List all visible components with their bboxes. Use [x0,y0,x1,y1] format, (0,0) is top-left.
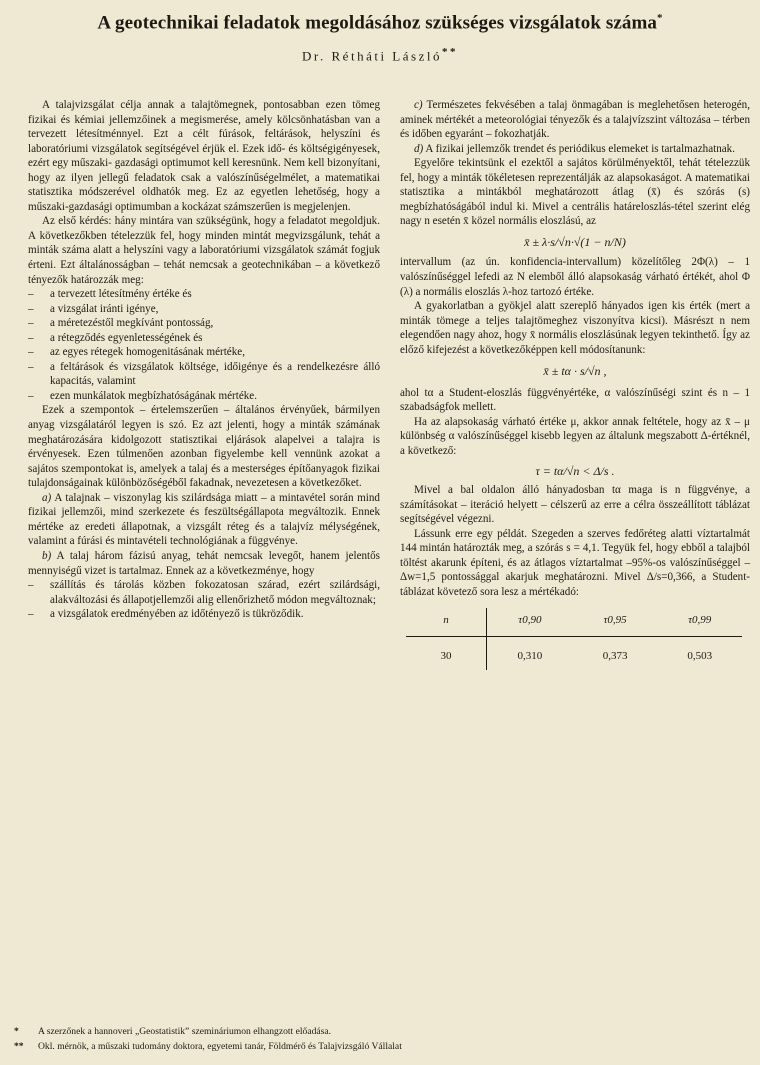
paragraph [28,549,380,578]
list-item: – az egyes rétegek homogenitásának mértéke, [28,345,380,360]
paragraph: A gyakorlatban a gyökjel alatt szereplő hányados igen kis érték (mert a minták tömege a teljes talajtömeghez viszonyítva kicsi). Másrészt n nem elegendően nagy ahoz, hogy x̄ normális eloszlásúnak legyen tekinthető. Így az előző kifejezést a következőképpen kell módosítanunk: [400,300,750,356]
paragraph: Ezek a szempontok – értelemszerűen – általános érvényűek, bármilyen anyag vizsgálatáról legyen is szó. Ez azt jelenti, hogy a minták számának meghatározására kidolgozott statisztikai eljárások alapelvei a talajra is érvényesek. Ezen túlmenően azonban figyelembe kell vennünk azokat a sajátos szempontokat is, amelyek a talaj és a mesterséges építőanyagok fizikai tulajdonságainak különbözőségéből fakadnak, nevezetesen a következőket. [28,404,380,490]
factor-list [28,287,380,403]
footnote-text: A szerzőnek a hannoveri „Geostatistik” szemináriumon elhangzott előadása. [38,1026,332,1037]
footnote [14,1040,754,1055]
table-header: τ0,95 [573,608,658,637]
footnotes [14,1025,754,1054]
list-item: – a rétegződés egyenletességének és [28,331,380,346]
title-text: A geotechnikai feladatok megoldásához szükséges vizsgálatok száma [97,12,657,34]
title-footnote-mark: * [657,12,663,24]
paragraph: Ha az alapsokaság várható értéke μ, akkor annak feltétele, hogy az x̄ – μ különbség α valószínűséggel kisebb legyen az általunk megszabott Δ-értéknél, a következő: [400,415,750,458]
list-item: – a méretezéstől megkívánt pontosság, [28,316,380,331]
table-header: τ0,90 [487,608,573,637]
right-column [400,98,750,670]
list-item: – a tervezett létesítmény értéke és [28,287,380,302]
item-text: Természetes fekvésében a talaj önmagában is meglehetősen heterogén, aminek mértékét a meteorológiai tényezők és a talajvízszint változása – térben és időben egyaránt – fokozhatják. [400,99,750,141]
table-row [406,637,742,670]
list-item: – a vizsgálat iránti igénye, [28,302,380,317]
table-header: n [406,608,487,637]
paragraph: Egyelőre tekintsünk el ezektől a sajátos körülményektől, tehát tételezzük fel, hogy a minták tökéletesen reprezentálják az alapsokaságot. A matematikai statisztika a mintákból meghatározott átlag (x̄) és szórás (s) megbízhatóságából indul ki. Mivel a centrális határeloszlás-tétel szerint elég nagy n esetén x̄ közel normális eloszlású, az [400,157,750,228]
item-text: A talaj három fázisú anyag, tehát nemcsak levegőt, hanem jelentős mennyiségű vizet is tartalmaz. Ennek az a következménye, hogy [28,549,380,577]
formula-student: x̄ ± tα · s/√n , [543,364,607,379]
table-cell: 0,373 [602,650,628,663]
author-name: Dr. Rétháti László [302,48,442,64]
table-cell: 0,310 [517,650,543,663]
list-item: – a vizsgálatok eredményében az időtényező is tükröződik. [28,607,380,622]
paragraph [28,491,380,549]
list-item: – szállítás és tárolás közben fokozatosan szárad, ezért szilárdsági, alakváltozási és állapotjellemzői alig ellenőrizhető módon megváltoznak; [28,578,380,607]
list-item: – a feltárások és vizsgálatok költsége, időigénye és a rendelkezésre álló kapacitás, valamint [28,360,380,389]
paragraph: Az első kérdés: hány mintára van szükségünk, hogy a feladatot megoldjuk. A következőkben tételezzük fel, hogy minden mintát megvizsgálunk, tehát a minták száma alatt a helyszíni vagy a laboratóriumi vizsgálatok számát fogjuk érteni. Ezt általánosságban – tehát nemcsak a geotechnikában – a következő tényezők határozzák meg: [28,215,380,286]
table-cell: 30 [406,637,487,670]
footnote-mark: * [14,1026,19,1037]
formula-tau: τ = tα/√n < Δ/s . [535,463,615,478]
left-column [28,98,380,622]
item-text: A talajnak – viszonylag kis szilárdsága miatt – a mintavétel során mind fizikai jellemzői, mind szerkezete és feszültségállapota megváltozik. Ennek mértéke az eredeti állapotnak, a vizsgált réteg és a talajvíz mélységének, valamint a fúrási és mintavételi technológiának a függvénye. [28,491,380,548]
paragraph [400,98,750,142]
table-cell: 0,503 [687,650,713,663]
table-header: τ0,99 [657,608,742,637]
table-header-row [406,608,742,637]
formula-confidence-interval: x̄ ± λ·s/√n·√(1 − n/N) [524,234,626,249]
author-footnote-mark: ** [441,46,458,58]
item-label: d) [414,142,424,155]
list-item: – ezen munkálatok megbízhatóságának mértéke. [28,389,380,404]
paragraph: intervallum (az ún. konfidencia-intervallum) közelítőleg 2Φ(λ) – 1 valószínűséggel lefedi az N elemből álló alapsokaság várható értékét, ahol Φ (λ) a normális eloszlás λ-hoz tartozó értéke. [400,256,750,298]
paragraph [400,142,750,157]
student-table [406,608,742,670]
footnote-mark: ** [14,1040,24,1052]
item-label: a) [42,491,52,504]
paragraph: Lássunk erre egy példát. Szegeden a szerves fedőréteg alatti víztartalmát 144 mintán határozták meg, a szórás s = 4,1. Tegyük fel, hogy ebből a talajból töltést akarunk építeni, és az átlagos víztartalmat –95%-os valószínűséggel – Δw=1,5 pontossággal akarjuk meghatározni. Mivel Δ/s=0,366, a Student-táblázat követező sora lesz a mértékadó: [400,527,750,598]
consequence-list [28,578,380,622]
paragraph: ahol tα a Student-eloszlás függvényértéke, α valószínűségi szint és n – 1 szabadságfok mellett. [400,386,750,414]
footnote-text: Okl. mérnök, a műszaki tudomány doktora, egyetemi tanár, Földmérő és Talajvizsgáló Vállalat [38,1040,402,1052]
author-line [0,46,760,64]
footnote [14,1025,754,1040]
paragraph: A talajvizsgálat célja annak a talajtömegnek, pontosabban ezen tömeg fizikai és kémiai jellemzőinek a megismerése, amely kölcsönhatásban van a tervezett létesítménnyel. Ezt a célt fúrások, feltárások, helyszíni és laboratóriumi vizsgálatok segítségével érjük el. Ezek idő- és költségigényesek, ezért egy műszaki- gazdasági optimumot kell keresnünk. Nem kell bizonyítani, hogy az ilyen jellegű feladatok csak a valószínűségelmélet, a matematikai statisztika módszerével oldhatók meg. Ez az egyetlen lehetőség, hogy a műszaki-gazdasági optimumban a kockázat számszerűen is megjelenjen. [28,99,380,213]
paragraph: Mivel a bal oldalon álló hányadosban tα maga is n függvénye, a számításokat – iteráció helyett – célszerű az erre a célra összeállított táblázat segítségével végezni. [400,484,750,526]
item-label: b) [42,549,52,562]
item-text: A fizikai jellemzők trendet és periódikus elemeket is tartalmazhatnak. [425,142,736,155]
item-label: c) [414,99,423,111]
article-title [0,12,760,34]
